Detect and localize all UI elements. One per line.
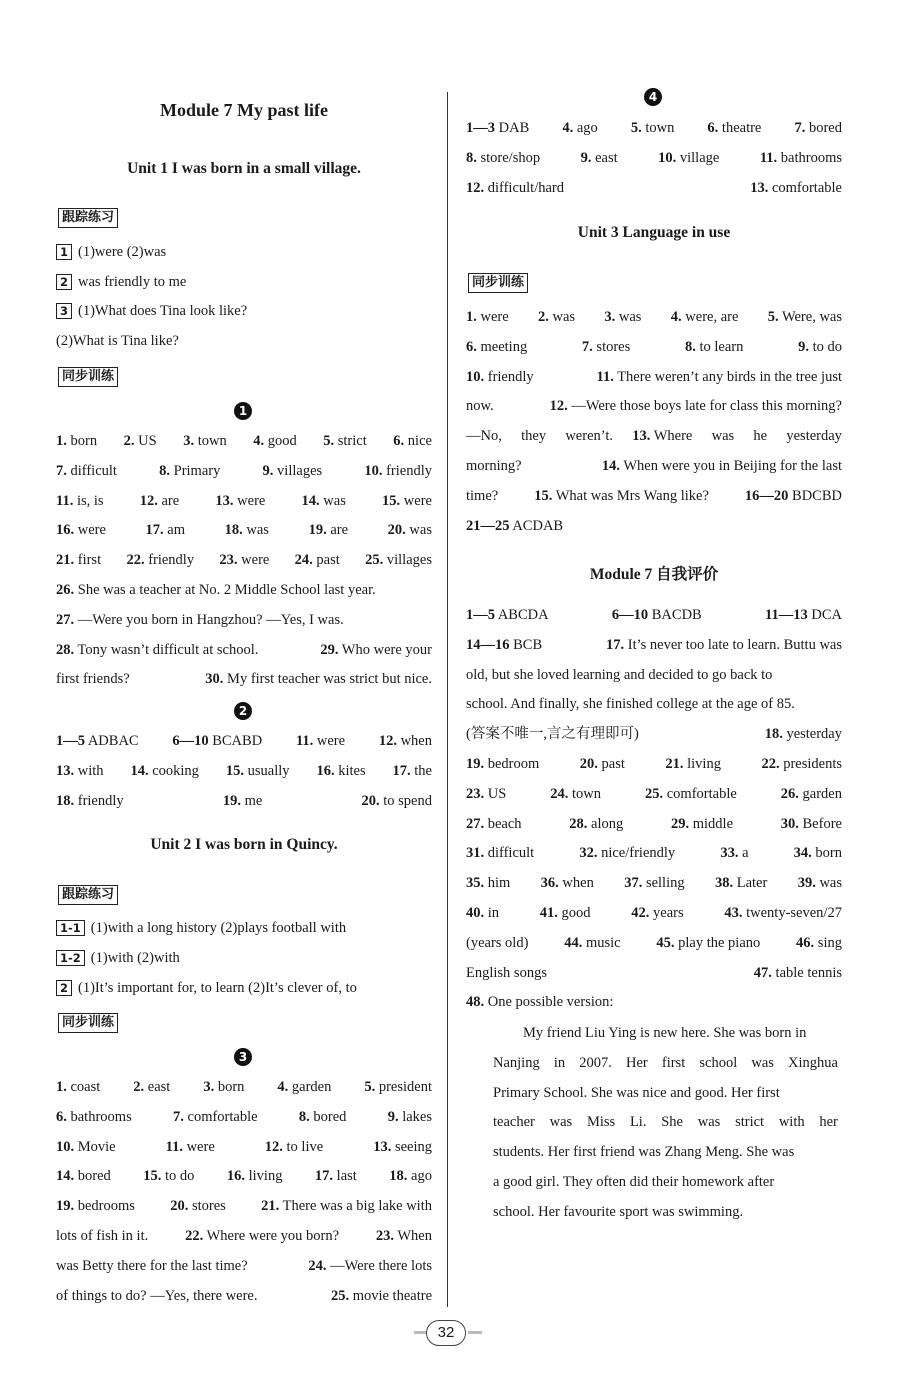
answer-item: 19. are xyxy=(308,522,349,539)
answer-item: 4. ago xyxy=(562,120,598,136)
answer-item: 44. music xyxy=(564,934,621,951)
answer-line xyxy=(466,307,842,327)
answer-item: 1. were xyxy=(466,309,509,325)
essay-word: with xyxy=(778,1114,805,1131)
answer-line xyxy=(466,635,842,655)
answer-item: 15. What was Mrs Wang like? xyxy=(534,487,709,504)
answer-item: 18. ago xyxy=(389,1168,432,1185)
answer-item: 24. —Were there lots xyxy=(308,1257,432,1274)
track-item-text: (1)What does Tina look like? xyxy=(78,303,248,319)
answer-item: 20. stores xyxy=(170,1198,226,1215)
answer-line xyxy=(56,580,432,600)
answer-item: 38. Later xyxy=(714,875,768,892)
answer-item: 26. garden xyxy=(780,785,842,802)
answer-item: 39. was xyxy=(797,875,842,892)
tag-track-practice: 跟踪练习 xyxy=(58,208,118,228)
essay-word: was xyxy=(751,1054,774,1071)
answer-line xyxy=(466,337,842,357)
essay-line xyxy=(493,1172,838,1192)
answer-item: (答案不唯一,言之有理即可) xyxy=(466,726,639,743)
track-item-text: (2)What is Tina like? xyxy=(56,332,179,349)
essay-word: She xyxy=(661,1114,683,1131)
answer-item: 12. when xyxy=(378,733,432,749)
answer-item: 19. me xyxy=(222,792,263,809)
answer-item: 13. were xyxy=(215,492,266,509)
answer-item: 5. town xyxy=(630,120,675,136)
essay-word: strict xyxy=(735,1114,765,1131)
answer-line xyxy=(466,724,842,744)
answer-item: 21. living xyxy=(665,756,721,772)
answer-item: 31. difficult xyxy=(466,845,535,862)
answer-item: 11. is, is xyxy=(56,492,104,509)
answer-item: 1. coast xyxy=(56,1079,101,1095)
answer-line xyxy=(56,1077,432,1097)
answer-item: 17. last xyxy=(314,1168,357,1185)
section-number-3: 3 xyxy=(234,1048,252,1066)
answer-item: 15. were xyxy=(382,492,432,509)
answer-item: 43. twenty-seven/27 xyxy=(724,905,842,921)
answer-item: 11. were xyxy=(165,1138,215,1155)
answer-item: 1—5 ABCDA xyxy=(466,607,549,623)
answer-line xyxy=(466,426,842,446)
answer-item: 7. stores xyxy=(581,338,631,355)
answer-item: 17. the xyxy=(392,762,432,779)
answer-item: 18. friendly xyxy=(56,792,124,809)
essay-word: Xinghua xyxy=(788,1054,838,1071)
answer-item: 10. friendly xyxy=(466,368,534,385)
answer-item: 27. beach xyxy=(466,815,522,832)
answer-item: 47. table tennis xyxy=(753,964,842,981)
answer-item: 19. bedroom xyxy=(466,756,540,772)
item-number-box: 3 xyxy=(56,303,72,319)
essay-word: school xyxy=(699,1054,738,1071)
answer-line xyxy=(56,1137,432,1157)
answer-line xyxy=(466,903,842,923)
answer-item: 2. east xyxy=(133,1079,171,1095)
answer-item: 12. difficult/hard xyxy=(466,180,564,196)
answer-item: 32. nice/friendly xyxy=(579,845,676,862)
page-number-label: 32 xyxy=(426,1320,466,1346)
answer-item: 13. comfortable xyxy=(750,180,842,196)
essay-line xyxy=(493,1202,838,1222)
answer-item: 23. When xyxy=(375,1228,432,1244)
module-title: Module 7 My past life xyxy=(160,100,328,120)
answer-item: 22. friendly xyxy=(126,552,195,569)
track-item-text: (1)with (2)with xyxy=(90,949,180,966)
answer-item: 41. good xyxy=(539,905,591,921)
answer-item: yesterday xyxy=(786,428,842,445)
tag-track-practice-2: 跟踪练习 xyxy=(58,885,118,905)
answer-item: 3. born xyxy=(203,1079,245,1095)
answer-item: 11. There weren’t any birds in the tree just xyxy=(596,368,842,385)
answer-item: morning? xyxy=(466,458,522,474)
track-item xyxy=(56,242,166,262)
answer-line xyxy=(466,605,842,625)
answer-item: lots of fish in it. xyxy=(56,1228,149,1244)
answer-item: 4. were, are xyxy=(670,309,739,325)
answer-item: 36. when xyxy=(540,875,594,892)
answer-item: 7. comfortable xyxy=(173,1108,258,1125)
answer-item: 9. lakes xyxy=(387,1108,432,1125)
answer-item: 23. were xyxy=(219,552,270,569)
answer-item: 2. US xyxy=(123,433,157,449)
answer-item: 13. seeing xyxy=(373,1138,432,1155)
answer-line xyxy=(466,396,842,416)
answer-line xyxy=(56,1286,432,1306)
answer-item: 24. town xyxy=(550,785,602,802)
answer-item: 9. to do xyxy=(798,338,842,355)
answer-item: 5. strict xyxy=(323,433,367,449)
answer-item: 28. along xyxy=(569,815,624,832)
answer-item: (years old) xyxy=(466,934,529,951)
answer-line xyxy=(56,791,432,811)
answer-item: 20. was xyxy=(387,522,432,539)
answer-line xyxy=(466,456,842,476)
answer-item: 33. a xyxy=(720,845,749,862)
answer-item: weren’t. xyxy=(565,428,613,445)
answer-item: 12. —Were those boys late for class this morning? xyxy=(549,398,842,415)
answer-line xyxy=(466,754,842,774)
answer-item: 25. villages xyxy=(365,552,432,569)
answer-line xyxy=(466,694,842,714)
answer-item: 13. with xyxy=(56,762,104,779)
answer-item: of things to do? —Yes, there were. xyxy=(56,1287,258,1304)
answer-line xyxy=(56,761,432,781)
answer-item: 2. was xyxy=(538,309,576,325)
answer-item: 23. US xyxy=(466,785,507,802)
essay-word: first xyxy=(661,1054,686,1071)
track-item xyxy=(56,331,179,351)
essay-word: Her xyxy=(626,1054,648,1071)
answer-item: 8. store/shop xyxy=(466,150,541,166)
essay-word: students. Her first friend was Zhang Meng. She was xyxy=(493,1144,795,1161)
answer-item: they xyxy=(521,428,547,445)
answer-item: 46. sing xyxy=(796,934,842,951)
essay-word: Miss xyxy=(586,1114,616,1131)
section-number-2: 2 xyxy=(234,702,252,720)
self-evaluation-title: Module 7 自我评价 xyxy=(589,566,719,583)
answer-item: 5. Were, was xyxy=(767,309,842,325)
answer-item: 27. —Were you born in Hangzhou? —Yes, I was. xyxy=(56,611,344,628)
answer-item: 6—10 BACDB xyxy=(611,607,702,623)
answer-item: 12. to live xyxy=(264,1138,324,1155)
essay-word: a good girl. They often did their homework after xyxy=(493,1174,775,1190)
essay-word: Primary School. She was nice and good. Her first xyxy=(493,1084,780,1101)
track-item-text: (1)with a long history (2)plays football with xyxy=(90,920,347,936)
item-number-box: 1-2 xyxy=(56,950,85,966)
answer-item: first friends? xyxy=(56,671,130,688)
answer-item: 8. bored xyxy=(298,1108,347,1125)
answer-line xyxy=(466,843,842,863)
answer-item: 21. There was a big lake with xyxy=(261,1198,432,1215)
answer-item: 40. in xyxy=(466,905,500,921)
answer-line xyxy=(56,461,432,481)
answer-item: 10. Movie xyxy=(56,1138,116,1155)
answer-line xyxy=(56,1226,432,1246)
answer-item: 10. village xyxy=(658,150,720,166)
answer-item: 28. Tony wasn’t difficult at school. xyxy=(56,641,259,658)
answer-item: 16—20 BDCBD xyxy=(744,487,842,504)
answer-item: school. And finally, she finished college at the age of 85. xyxy=(466,696,795,713)
essay-line xyxy=(493,1053,838,1073)
answer-item: 18. was xyxy=(224,522,269,539)
answer-item: 1—5 ADBAC xyxy=(56,733,139,749)
tag-sync-training-3: 同步训练 xyxy=(468,273,528,293)
answer-item: he xyxy=(753,428,768,445)
track-item xyxy=(56,272,186,292)
item-number-box: 2 xyxy=(56,274,72,290)
answer-item: 3. was xyxy=(604,309,642,325)
answer-item: 11—13 DCA xyxy=(765,607,842,623)
answer-line xyxy=(56,669,432,689)
answer-line xyxy=(56,550,432,570)
essay-line xyxy=(493,1112,838,1132)
item-number-box: 1-1 xyxy=(56,920,85,936)
essay-word: My friend Liu Ying is new here. She was born in xyxy=(523,1025,807,1041)
answer-item: was Betty there for the last time? xyxy=(56,1257,248,1274)
answer-line xyxy=(56,1166,432,1186)
essay-word: in xyxy=(553,1054,566,1071)
answer-line xyxy=(466,992,842,1012)
unit1-title: Unit 1 I was born in a small village. xyxy=(127,160,361,177)
answer-item: 16. kites xyxy=(316,762,366,779)
essay-word: Li. xyxy=(629,1114,647,1131)
answer-item: 48. One possible version: xyxy=(466,994,614,1011)
essay-word: was xyxy=(697,1114,721,1131)
answer-item: 26. She was a teacher at No. 2 Middle School last year. xyxy=(56,582,376,598)
answer-item: 7. difficult xyxy=(56,462,117,479)
answer-item: 21—25 ACDAB xyxy=(466,517,564,534)
track-item xyxy=(56,978,357,998)
essay-line xyxy=(493,1083,838,1103)
answer-line xyxy=(466,665,842,685)
answer-item: 6. meeting xyxy=(466,338,528,355)
track-item-text: was friendly to me xyxy=(78,273,187,290)
answer-item: 42. years xyxy=(631,905,684,921)
item-number-box: 1 xyxy=(56,244,72,260)
answer-item: was xyxy=(711,428,735,445)
answer-item: 25. comfortable xyxy=(644,785,737,802)
answer-line xyxy=(466,516,842,536)
answer-item: 20. to spend xyxy=(361,792,432,809)
answer-line xyxy=(466,118,842,138)
answer-item: old, but she loved learning and decided to go back to xyxy=(466,666,773,683)
answer-item: 34. born xyxy=(793,845,842,862)
answer-item: 1—3 DAB xyxy=(466,120,530,136)
answer-item: 8. Primary xyxy=(159,462,221,479)
answer-item: 30. My first teacher was strict but nice. xyxy=(205,671,432,688)
answer-item: 21. first xyxy=(56,552,102,569)
answer-item: 11. were xyxy=(295,733,346,749)
answer-item: 9. east xyxy=(580,150,618,166)
answer-item: 6—10 BCABD xyxy=(172,733,263,749)
answer-item: 13. Where xyxy=(632,428,693,445)
answer-line xyxy=(466,784,842,804)
track-item xyxy=(56,301,247,321)
track-item xyxy=(56,918,346,938)
answer-item: 3. town xyxy=(183,433,227,449)
essay-line xyxy=(523,1023,838,1043)
answer-item: 5. president xyxy=(364,1079,432,1095)
track-item-text: (1)It’s important for, to learn (2)It’s clever of, to xyxy=(78,979,357,996)
answer-line xyxy=(466,486,842,506)
answer-item: 16. living xyxy=(226,1168,283,1185)
essay-word: her xyxy=(819,1114,838,1131)
answer-line xyxy=(466,148,842,168)
answer-item: 11. bathrooms xyxy=(759,150,842,166)
section-number-4: 4 xyxy=(644,88,662,106)
tag-sync-training-2: 同步训练 xyxy=(58,1013,118,1033)
answer-item: 6. theatre xyxy=(707,120,762,136)
track-item-text: (1)were (2)was xyxy=(78,244,167,260)
item-number-box: 2 xyxy=(56,980,72,996)
answer-item: 7. bored xyxy=(794,120,842,136)
answer-item: 8. to learn xyxy=(684,338,744,355)
essay-word: Nanjing xyxy=(493,1054,540,1071)
answer-item: 9. villages xyxy=(262,462,323,479)
answer-item: 29. Who were your xyxy=(320,641,432,658)
answer-item: 20. past xyxy=(579,756,625,772)
tag-sync-training: 同步训练 xyxy=(58,367,118,387)
answer-line xyxy=(466,873,842,893)
page-number xyxy=(414,1320,486,1346)
answer-item: 4. garden xyxy=(277,1079,332,1095)
answer-item: 6. nice xyxy=(393,433,432,449)
answer-line xyxy=(56,640,432,660)
essay-line xyxy=(493,1142,838,1162)
answer-item: 35. him xyxy=(466,875,511,892)
answer-line xyxy=(56,1107,432,1127)
answer-item: 17. It’s never too late to learn. Buttu was xyxy=(606,636,842,653)
column-divider xyxy=(447,92,448,1307)
unit3-title: Unit 3 Language in use xyxy=(577,224,731,241)
answer-item: 25. movie theatre xyxy=(330,1287,432,1304)
answer-item: now. xyxy=(466,398,494,415)
answer-item: 37. selling xyxy=(624,875,685,892)
answer-item: 14. cooking xyxy=(130,762,199,779)
essay-word: 2007. xyxy=(579,1054,612,1071)
answer-line xyxy=(466,367,842,387)
answer-item: time? xyxy=(466,487,499,504)
answer-line xyxy=(56,520,432,540)
answer-item: 30. Before xyxy=(780,815,842,832)
answer-item: 22. Where were you born? xyxy=(185,1228,340,1244)
answer-item: 24. past xyxy=(294,552,340,569)
answer-item: 15. to do xyxy=(143,1168,195,1185)
answer-line xyxy=(56,491,432,511)
answer-item: —No, xyxy=(466,428,502,445)
answer-line xyxy=(466,814,842,834)
answer-item: English songs xyxy=(466,964,547,981)
answer-item: 45. play the piano xyxy=(656,934,761,951)
answer-item: 14. When were you in Beijing for the last xyxy=(601,458,842,474)
answer-line xyxy=(466,933,842,953)
track-item xyxy=(56,948,180,968)
essay-word: was xyxy=(549,1114,573,1131)
answer-item: 14. was xyxy=(301,492,346,509)
answer-item: 19. bedrooms xyxy=(56,1198,135,1215)
answer-item: 12. are xyxy=(139,492,180,509)
answer-line xyxy=(56,1256,432,1276)
answer-item: 22. presidents xyxy=(761,756,842,772)
answer-item: 1. born xyxy=(56,433,98,449)
unit2-title: Unit 2 I was born in Quincy. xyxy=(150,836,338,853)
answer-item: 16. were xyxy=(56,522,106,539)
answer-line xyxy=(56,610,432,630)
answer-line xyxy=(56,431,432,451)
essay-word: school. Her favourite sport was swimming. xyxy=(493,1203,744,1220)
answer-item: 29. middle xyxy=(671,815,734,832)
answer-item: 18. yesterday xyxy=(764,726,842,743)
answer-line xyxy=(466,963,842,983)
essay-word: teacher xyxy=(493,1114,535,1131)
answer-item: 6. bathrooms xyxy=(56,1108,132,1125)
answer-line xyxy=(56,731,432,751)
answer-item: 17. am xyxy=(145,522,186,539)
answer-line xyxy=(56,1196,432,1216)
answer-item: 14. bored xyxy=(56,1168,111,1185)
answer-line xyxy=(466,178,842,198)
answer-item: 4. good xyxy=(253,433,297,449)
section-number-1: 1 xyxy=(234,402,252,420)
answer-item: 14—16 BCB xyxy=(466,636,543,653)
answer-item: 10. friendly xyxy=(364,462,432,479)
answer-item: 15. usually xyxy=(225,762,290,779)
